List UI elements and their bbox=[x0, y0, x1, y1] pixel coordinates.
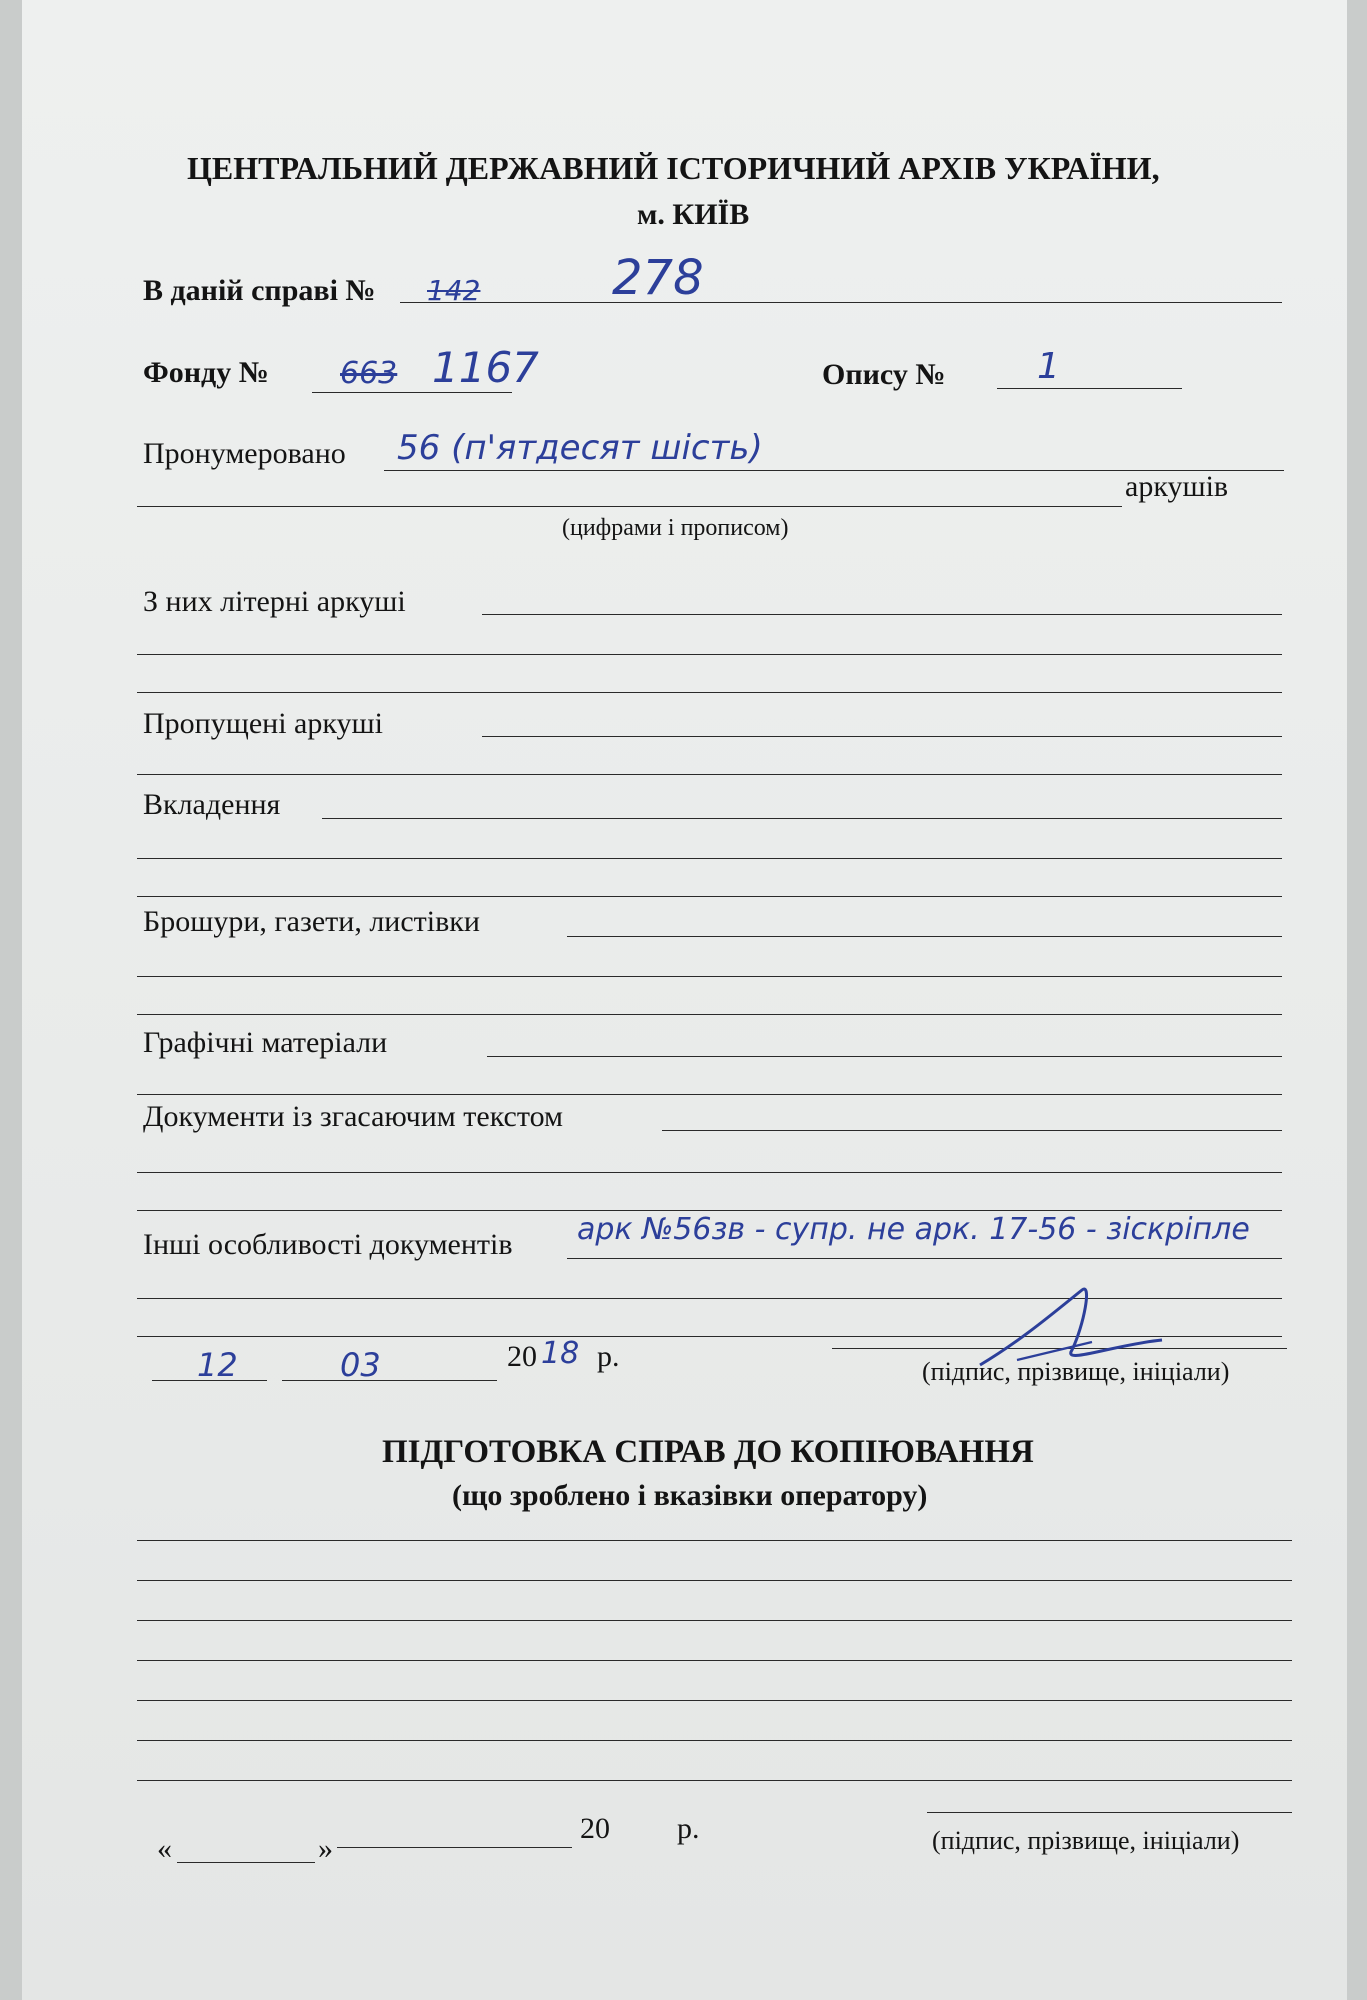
opys-value[interactable]: 1 bbox=[1037, 346, 1060, 387]
fading-text-line-2[interactable] bbox=[137, 1172, 1282, 1173]
copy-prep-line-4[interactable] bbox=[137, 1660, 1292, 1661]
literal-sheets-line-1[interactable] bbox=[482, 614, 1282, 615]
literal-sheets-label: З них літерні аркуші bbox=[143, 585, 406, 618]
attachments-line-1[interactable] bbox=[322, 818, 1282, 819]
missing-sheets-line-1[interactable] bbox=[482, 736, 1282, 737]
missing-sheets-label: Пропущені аркуші bbox=[143, 707, 383, 740]
copy-prep-line-6[interactable] bbox=[137, 1740, 1292, 1741]
date2-open-quote: « bbox=[157, 1832, 172, 1865]
literal-sheets-line-3[interactable] bbox=[137, 692, 1282, 693]
date1-year-suffix[interactable]: 18 bbox=[541, 1336, 580, 1371]
copy-prep-subtitle: (що зроблено і вказівки оператору) bbox=[452, 1479, 928, 1512]
date2-year-unit: р. bbox=[677, 1812, 700, 1845]
case-old-value: 142 bbox=[427, 274, 481, 307]
literal-sheets-line-2[interactable] bbox=[137, 654, 1282, 655]
date2-month-line[interactable] bbox=[337, 1847, 572, 1848]
attachments-line-3[interactable] bbox=[137, 896, 1282, 897]
case-label: В даній справі № bbox=[143, 274, 376, 307]
copy-prep-line-5[interactable] bbox=[137, 1700, 1292, 1701]
date1-month-line[interactable] bbox=[282, 1380, 497, 1381]
date2-year-prefix: 20 bbox=[580, 1812, 610, 1845]
copy-prep-title: ПІДГОТОВКА СПРАВ ДО КОПІЮВАННЯ bbox=[382, 1434, 1034, 1470]
graphics-line-1[interactable] bbox=[487, 1056, 1282, 1057]
date2-signature-caption: (підпис, прізвище, ініціали) bbox=[932, 1826, 1240, 1855]
fading-text-label: Документи із згасаючим текстом bbox=[143, 1100, 563, 1133]
date2-signature-line[interactable] bbox=[927, 1812, 1292, 1813]
copy-prep-line-3[interactable] bbox=[137, 1620, 1292, 1621]
opys-label: Опису № bbox=[822, 358, 946, 391]
date1-month[interactable]: 03 bbox=[340, 1346, 381, 1384]
brochures-line-2[interactable] bbox=[137, 976, 1282, 977]
numbered-hint: (цифрами і прописом) bbox=[562, 515, 789, 541]
graphics-line-2[interactable] bbox=[137, 1094, 1282, 1095]
date1-day[interactable]: 12 bbox=[197, 1346, 238, 1384]
fond-line[interactable] bbox=[312, 392, 512, 393]
date1-year-unit: р. bbox=[597, 1340, 620, 1373]
copy-prep-line-2[interactable] bbox=[137, 1580, 1292, 1581]
fond-old-value: 663 bbox=[340, 356, 398, 391]
archive-city-text: м. КИЇВ bbox=[637, 198, 750, 231]
copy-prep-line-7[interactable] bbox=[137, 1780, 1292, 1781]
missing-sheets-line-2[interactable] bbox=[137, 774, 1282, 775]
opys-line[interactable] bbox=[997, 388, 1182, 389]
brochures-line-1[interactable] bbox=[567, 936, 1282, 937]
case-line[interactable] bbox=[400, 302, 1282, 303]
case-value[interactable]: 278 bbox=[612, 250, 704, 306]
numbered-value[interactable]: 56 (п'ятдесят шість) bbox=[397, 428, 763, 468]
other-features-line-1[interactable] bbox=[567, 1258, 1282, 1259]
graphics-label: Графічні матеріали bbox=[143, 1026, 388, 1059]
fading-text-line-3[interactable] bbox=[137, 1210, 1282, 1211]
brochures-label: Брошури, газети, листівки bbox=[143, 905, 480, 938]
numbered-line-2[interactable] bbox=[137, 506, 1122, 507]
attachments-line-2[interactable] bbox=[137, 858, 1282, 859]
archive-title: ЦЕНТРАЛЬНИЙ ДЕРЖАВНИЙ ІСТОРИЧНИЙ АРХІВ УКРАЇНИ, bbox=[187, 150, 1160, 186]
other-features-value[interactable]: арк №56зв - супр. не арк. 17-56 - зіскріпле bbox=[577, 1212, 1250, 1247]
fading-text-line-1[interactable] bbox=[662, 1130, 1282, 1131]
fond-label: Фонду № bbox=[143, 356, 269, 389]
date2-day-line[interactable] bbox=[177, 1862, 315, 1863]
date2-close-quote: » bbox=[318, 1832, 333, 1865]
date1-signature-caption: (підпис, прізвище, ініціали) bbox=[922, 1357, 1230, 1386]
other-features-label: Інші особливості документів bbox=[143, 1228, 513, 1261]
numbered-label: Пронумеровано bbox=[143, 437, 346, 470]
archive-form-sheet bbox=[22, 0, 1347, 2000]
fond-value[interactable]: 1167 bbox=[432, 343, 539, 392]
date1-year-prefix: 20 bbox=[507, 1340, 537, 1373]
brochures-line-3[interactable] bbox=[137, 1014, 1282, 1015]
copy-prep-line-1[interactable] bbox=[137, 1540, 1292, 1541]
attachments-label: Вкладення bbox=[143, 788, 281, 821]
numbered-unit: аркушів bbox=[1125, 470, 1229, 503]
